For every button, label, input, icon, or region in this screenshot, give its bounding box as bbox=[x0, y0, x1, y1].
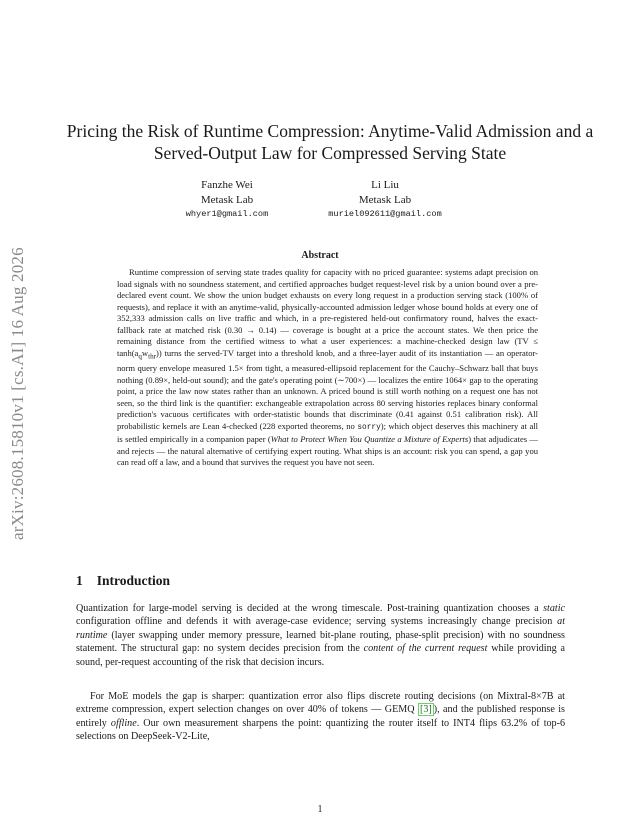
intro-paragraph-2: For MoE models the gap is sharper: quantization error also flips discrete routing decisions (on Mixtral-8×7B at extreme compression, expert selection changes on over 40% of tokens — GEMQ [3] ), and the published response is entirely offline. Our own measurement sharpens the point: quantizing the router itself to INT4 flips 63.2% of top-6 selections on DeepSeek-V2-Lite, bbox=[76, 691, 565, 743]
author-2 bbox=[285, 178, 485, 222]
author-name: Fanzhe Wei bbox=[201, 179, 253, 191]
citation-link[interactable]: [3] bbox=[419, 704, 432, 716]
abstract-text: Runtime compression of serving state trades quality for capacity with no priced guarantee: systems adapt precision on load signals with no soundness statement, and certified approaches budget request-level risk by a union bound over a pre-declared event count. We show the union budget exhausts on every long request in a production serving stack (100% of requests), and replace it with an anytime-valid, physically-accounted admission ledger whose bound holds at every one of 352,333 admission calls on live traffic and which, in a pre-registered held-out confirmatory round, halves the exact-fallback rate at matched risk (0.30 → 0.14) — coverage is bought at a price the account states. We then price the remaining distance from the certified witness to what a user experiences: a machine-checked design law $(TV \le \tanh(a_qw_{thr}))$ turns the served-TV target into a threshold knob, and a three-layer audit of its instantiation — an operator-norm query envelope measured 1.5× from tight, a measured-ellipsoid replacement for the Cauchy–Schwarz ball that buys nothing (0.89×, held-out sound); and the gate's operating point (∼700×) — localizes the entire 1064× gap to the operating point, a price the law now states rather than an unknown. A priced bound is still worth nothing on a request one has not seen, so the third link is the quantifier: exchangeable extrapolation across 80 serving histories replaces binary conformal prediction's vacuous certificates with order-statistic bounds that discriminate (0.41 against 0.51 calibration risk). All probabilistic kernels are Lean 4-checked (228 exported theorems, no sorry); which object deserves this machinery at all is settled empirically in a companion paper (What to Protect When You Quantize a Mixture of Experts) that adjudicates — and rejects — the natural alternative of certifying expert routing. What ships is an account: risk you can spend, a gap you can read off a law, and a bound that survives the request you have not seen. bbox=[117, 267, 538, 468]
page-number: 1 bbox=[317, 804, 323, 815]
author-email[interactable]: whyer1@gmail.com bbox=[185, 209, 269, 219]
intro-paragraph-1: Quantization for large-model serving is decided at the wrong timescale. Post-training quantization chooses a static configuration offline and defends it with average-case evidence; serving systems increasingly change precision at runtime (layer swapping under memory pressure, learned bit-plane routing, phase-split precision) with no soundness statement. The structural gap: no system decides precision from the content of the current request while providing a sound, per-request accounting of the risk that decision incurs. bbox=[76, 603, 565, 668]
subscript-q: q bbox=[138, 352, 142, 361]
abstract-heading: Abstract bbox=[301, 250, 339, 261]
companion-paper-title: What to Protect When You Quantize a Mixture of Experts bbox=[270, 434, 469, 445]
subscript-thr: thr bbox=[148, 352, 157, 361]
author-affiliation: Metask Lab bbox=[358, 193, 412, 206]
author-affiliation: Metask Lab bbox=[200, 193, 254, 206]
arxiv-identifier: arXiv:2608.15810v1 [cs.AI] 16 Aug 2026 bbox=[8, 247, 27, 540]
author-name: Li Liu bbox=[371, 179, 399, 191]
section-heading: 1 Introduction bbox=[76, 573, 171, 588]
code-sorry: sorry bbox=[357, 423, 381, 432]
paper-title: Pricing the Risk of Runtime Compression: Anytime-Valid Admission and a Served-Output Law for Compressed Serving State bbox=[66, 121, 594, 163]
author-email[interactable]: muriel092611@gmail.com bbox=[328, 209, 442, 219]
